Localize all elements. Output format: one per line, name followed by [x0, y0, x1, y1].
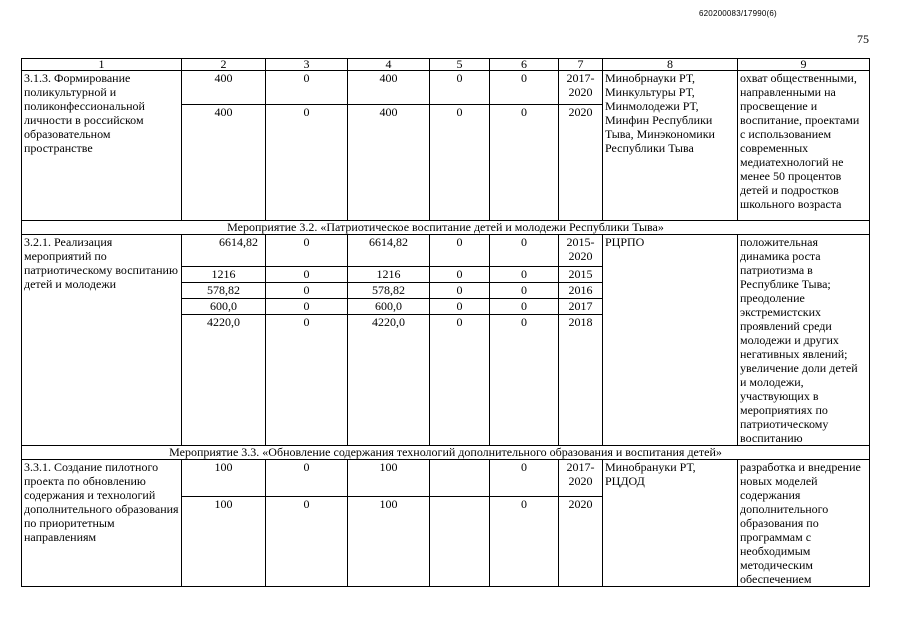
header-cell: 8	[603, 59, 738, 71]
cell-years: 2020	[559, 105, 603, 221]
cell-total: 600,0	[182, 299, 266, 315]
cell-total: 4220,0	[182, 315, 266, 446]
cell-total: 100	[182, 497, 266, 587]
table-row	[22, 460, 870, 497]
cell-republic: 578,82	[348, 283, 430, 299]
cell-federal: 0	[266, 315, 348, 446]
section-row	[22, 221, 870, 235]
cell-total: 1216	[182, 267, 266, 283]
cell-republic: 1216	[348, 267, 430, 283]
cell-years: 2015-2020	[559, 235, 603, 267]
cell-municipal	[430, 460, 490, 497]
cell-municipal: 0	[430, 283, 490, 299]
responsible-bodies: Минобрнауки РТ, Минкультуры РТ, Минмолодежи РТ, Минфин Республики Тыва, Минэкономики Республики Тыва	[603, 71, 738, 221]
measure-description: 3.3.1. Создание пилотного проекта по обновлению содержания и технологий дополнительного образования по приоритетным направлениям	[22, 460, 182, 587]
cell-municipal	[430, 497, 490, 587]
cell-years: 2020	[559, 497, 603, 587]
cell-republic: 4220,0	[348, 315, 430, 446]
cell-federal: 0	[266, 299, 348, 315]
cell-years: 2018	[559, 315, 603, 446]
responsible-bodies: РЦРПО	[603, 235, 738, 446]
measure-description: 3.2.1. Реализация мероприятий по патриотическому воспитанию детей и молодежи	[22, 235, 182, 446]
cell-federal: 0	[266, 283, 348, 299]
cell-total: 400	[182, 105, 266, 221]
section-title: Мероприятие 3.3. «Обновление содержания технологий дополнительного образования и воспитания детей»	[22, 446, 870, 460]
cell-republic: 600,0	[348, 299, 430, 315]
cell-republic: 6614,82	[348, 235, 430, 267]
expected-result: разработка и внедрение новых моделей содержания дополнительного образования по программам с необходимым методическим обеспечением	[738, 460, 870, 587]
cell-republic: 400	[348, 105, 430, 221]
cell-other: 0	[490, 235, 559, 267]
cell-municipal: 0	[430, 235, 490, 267]
cell-years: 2017	[559, 299, 603, 315]
cell-years: 2017-2020	[559, 460, 603, 497]
section-title: Мероприятие 3.2. «Патриотическое воспитание детей и молодежи Республики Тыва»	[22, 221, 870, 235]
header-cell: 3	[266, 59, 348, 71]
responsible-bodies: Минобрануки РТ, РЦДОД	[603, 460, 738, 587]
cell-municipal: 0	[430, 315, 490, 446]
header-cell: 2	[182, 59, 266, 71]
cell-federal: 0	[266, 267, 348, 283]
cell-other: 0	[490, 105, 559, 221]
cell-republic: 100	[348, 460, 430, 497]
cell-years: 2017-2020	[559, 71, 603, 105]
cell-federal: 0	[266, 71, 348, 105]
cell-total: 400	[182, 71, 266, 105]
cell-other: 0	[490, 315, 559, 446]
expected-result: положительная динамика роста патриотизма в Республике Тыва; преодоление экстремистских проявлений среди молодежи и других негативных явлений; увеличение доли детей и молодежи, участвующих в мероприятиях по патриотическому воспитанию	[738, 235, 870, 446]
cell-other: 0	[490, 460, 559, 497]
cell-federal: 0	[266, 105, 348, 221]
cell-federal: 0	[266, 497, 348, 587]
cell-municipal: 0	[430, 105, 490, 221]
cell-republic: 100	[348, 497, 430, 587]
cell-other: 0	[490, 299, 559, 315]
document-id: 620200083/17990(6)	[699, 9, 777, 18]
program-table	[21, 58, 870, 587]
header-cell: 5	[430, 59, 490, 71]
cell-municipal: 0	[430, 71, 490, 105]
measure-description: 3.1.3. Формирование поликультурной и поликонфессиональной личности в российском образовательном пространстве	[22, 71, 182, 221]
cell-other: 0	[490, 497, 559, 587]
cell-federal: 0	[266, 460, 348, 497]
header-cell: 7	[559, 59, 603, 71]
cell-years: 2015	[559, 267, 603, 283]
header-cell: 6	[490, 59, 559, 71]
cell-other: 0	[490, 283, 559, 299]
expected-result: охват общественными, направленными на просвещение и воспитание, проектами с использованием современных медиатехнологий не менее 50 процентов детей и подростков школьного возраста	[738, 71, 870, 221]
cell-municipal: 0	[430, 299, 490, 315]
cell-total: 6614,82	[182, 235, 266, 267]
cell-years: 2016	[559, 283, 603, 299]
cell-other: 0	[490, 71, 559, 105]
header-cell: 4	[348, 59, 430, 71]
cell-republic: 400	[348, 71, 430, 105]
header-row	[22, 59, 870, 71]
cell-total: 100	[182, 460, 266, 497]
table-row	[22, 71, 870, 105]
section-row	[22, 446, 870, 460]
cell-federal: 0	[266, 235, 348, 267]
header-cell: 9	[738, 59, 870, 71]
table-row	[22, 235, 870, 267]
page-number: 75	[857, 32, 869, 46]
cell-municipal: 0	[430, 267, 490, 283]
cell-total: 578,82	[182, 283, 266, 299]
cell-other: 0	[490, 267, 559, 283]
header-cell: 1	[22, 59, 182, 71]
